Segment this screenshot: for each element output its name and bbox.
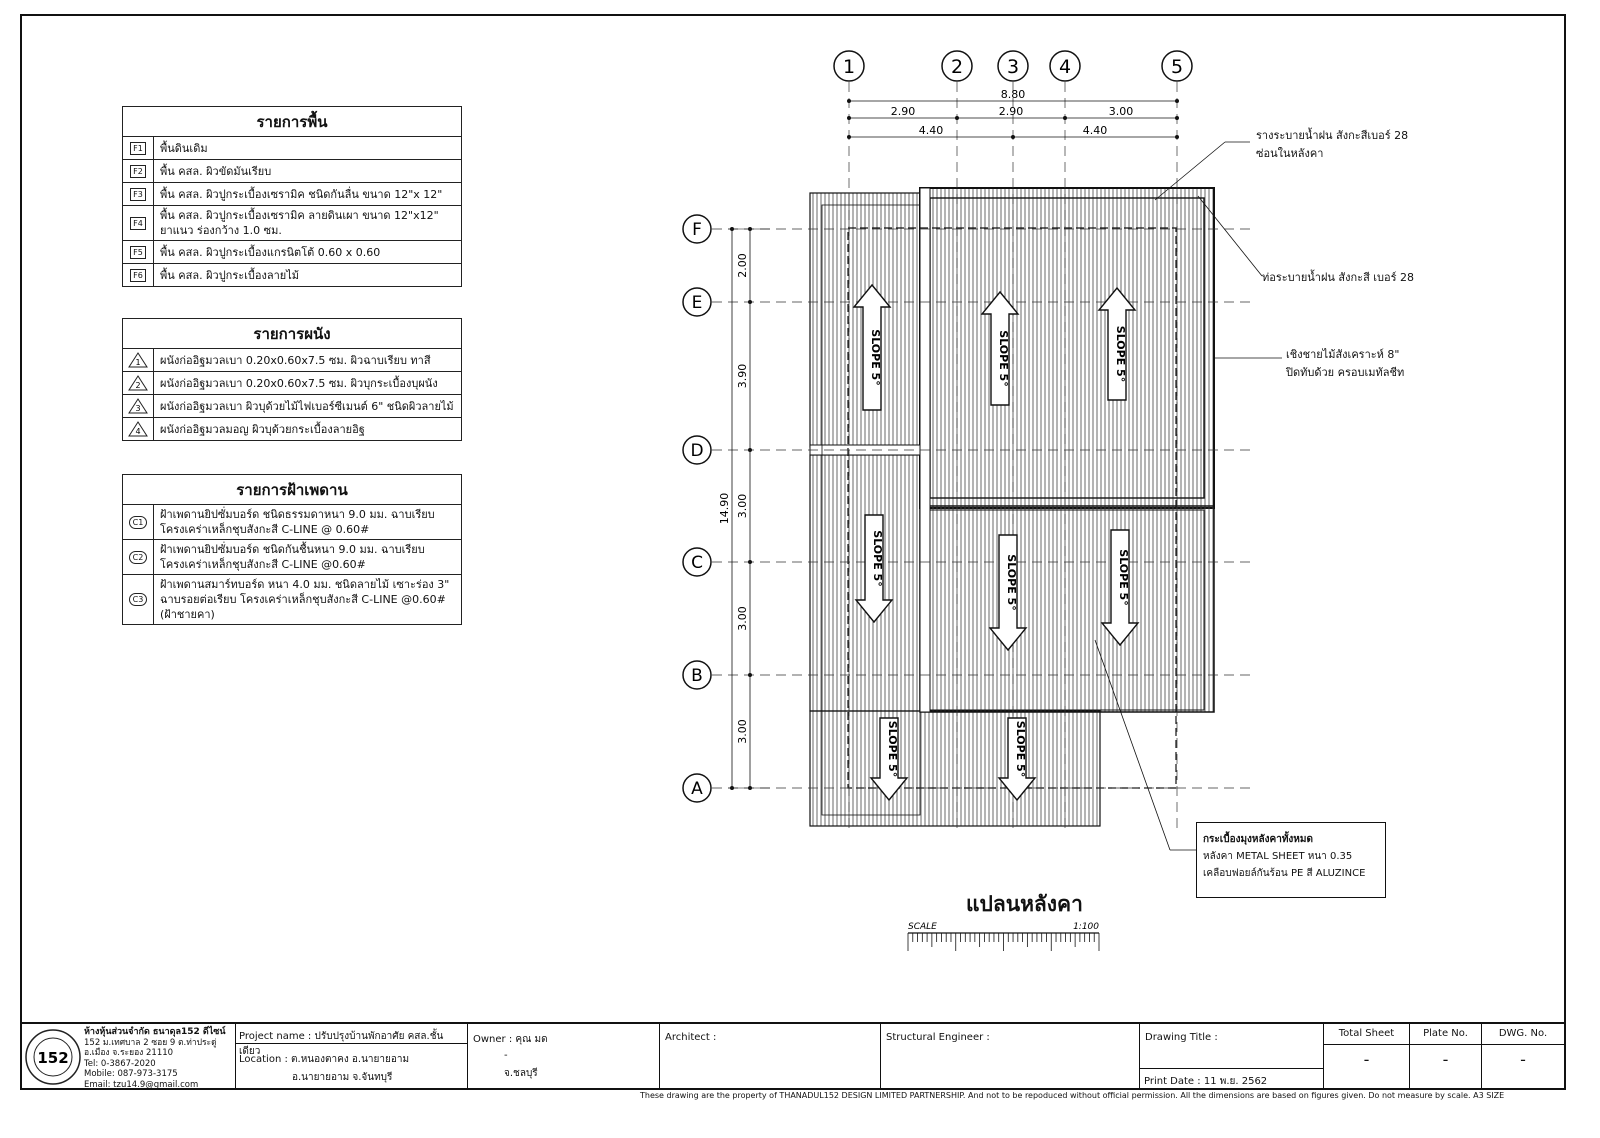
location-value-1: ต.หนองตาคง อ.นายายอาม xyxy=(291,1054,410,1065)
floor-code: F1 xyxy=(130,142,146,155)
slope-label: SLOPE 5° xyxy=(869,329,882,386)
ceiling-text-line2: ฉาบรอยต่อเรียบ โครงเคร่าเหล็กชุบสังกะสี C-LINE @0.60# xyxy=(160,593,446,606)
total-sheet-value: - xyxy=(1363,1050,1370,1069)
ceiling-text: ฝ้าเพดานยิปซั่มบอร์ด ชนิดธรรมดาหนา 9.0 มม. ฉาบเรียบ xyxy=(160,508,435,521)
floor-text: พื้น คสล. ผิวปูกระเบื้องเซรามิค ชนิดกันลื่น ขนาด 12"x 12" xyxy=(160,187,443,201)
architect-cell xyxy=(660,1024,881,1090)
downpipe-note: ท่อระบายน้ำฝน สังกะสี เบอร์ 28 xyxy=(1262,271,1415,284)
grid-label-column: 2 xyxy=(950,56,964,78)
gutter-note-line2: ซ่อนในหลังคา xyxy=(1256,147,1324,160)
drawing-title: แปลนหลังคา xyxy=(966,892,1083,916)
dimension-tick xyxy=(748,300,752,304)
ceiling-text: ฝ้าเพดานยิปซั่มบอร์ด ชนิดกันชื้นหนา 9.0 มม. ฉาบเรียบ xyxy=(160,543,425,556)
wall-code: 1 xyxy=(135,358,141,367)
plate-no-value: - xyxy=(1442,1050,1449,1069)
dwg-no-cell xyxy=(1482,1024,1564,1090)
roof-box-line2: เคลือบฟอยล์กันร้อน PE สี ALUZINCE xyxy=(1203,868,1366,879)
slope-label: SLOPE 5° xyxy=(1117,549,1130,606)
dimension-tick xyxy=(748,673,752,677)
dimension-label: 4.40 xyxy=(918,124,944,137)
company-tel: Tel: 0-3867-2020 xyxy=(84,1058,156,1069)
grid-label-row: B xyxy=(691,666,703,686)
dwg-no-value: - xyxy=(1520,1050,1526,1069)
company-email: Email: tzu14.9@gmail.com xyxy=(84,1079,199,1090)
owner-label: Owner : xyxy=(473,1034,513,1045)
dimension-label: 2.90 xyxy=(890,105,916,118)
dimension-label: 14.90 xyxy=(718,492,731,525)
print-date-label: Print Date : xyxy=(1144,1076,1201,1087)
floor-code: F5 xyxy=(130,246,146,259)
roof-material-box xyxy=(1196,822,1386,898)
dimension-label: 4.40 xyxy=(1082,124,1108,137)
ceiling-code: C2 xyxy=(129,551,148,564)
slope-label: SLOPE 5° xyxy=(871,530,884,587)
dimension-tick xyxy=(847,116,851,120)
dimension-tick xyxy=(748,560,752,564)
floor-code: F2 xyxy=(130,165,146,178)
grid-label-row: A xyxy=(691,779,703,799)
total-sheet-label: Total Sheet xyxy=(1324,1024,1409,1045)
owner-province: จ.ชลบุรี xyxy=(504,1068,538,1079)
fascia-note-line1: เชิงชายไม้สังเคราะห์ 8" xyxy=(1286,348,1400,361)
dimension-tick xyxy=(1063,116,1067,120)
fascia-note xyxy=(1286,345,1404,381)
grid-label-row: D xyxy=(690,441,704,461)
dimension-tick xyxy=(748,448,752,452)
dimension-label: 3.90 xyxy=(736,363,749,389)
ceiling-text-line2: โครงเคร่าเหล็กชุบสังกะสี C-LINE @ 0.60# xyxy=(160,523,370,536)
wall-text: ผนังก่ออิฐมวลเบา ผิวบุด้วยไม้ไฟเบอร์ซีเมนต์ 6" ชนิดผิวลายไม้ xyxy=(160,399,454,413)
dimension-label: 8.80 xyxy=(1000,88,1026,101)
slope-label: SLOPE 5° xyxy=(1114,325,1127,383)
floor-code: F3 xyxy=(130,188,146,201)
dimension-tick xyxy=(1175,116,1179,120)
dimension-tick xyxy=(847,135,851,139)
ceiling-schedule-title: รายการฝ้าเพดาน xyxy=(123,475,461,505)
plate-no-label: Plate No. xyxy=(1410,1024,1481,1045)
company-name: ห้างหุ้นส่วนจำกัด ธนาดุล152 ดีไซน์ xyxy=(84,1027,226,1037)
floor-text: พื้น คสล. ผิวขัดมันเรียบ xyxy=(160,164,272,178)
gutter-note xyxy=(1256,126,1408,162)
dwg-no-label: DWG. No. xyxy=(1482,1024,1564,1045)
ceiling-text-line2: โครงเคร่าเหล็กชุบสังกะสี C-LINE @0.60# xyxy=(160,558,366,571)
scale-label: SCALE xyxy=(908,922,937,932)
floor-text-line2: ยาแนว ร่องกว้าง 1.0 ซม. xyxy=(160,224,282,237)
grid-label-column: 5 xyxy=(1170,56,1184,78)
location-label: Location : xyxy=(239,1054,288,1065)
wall-text: ผนังก่ออิฐมวลเบา 0.20x0.60x7.5 ซม. ผิวบุกระเบื้องบุผนัง xyxy=(160,376,438,390)
project-cell xyxy=(236,1024,468,1090)
slope-label: SLOPE 5° xyxy=(1014,720,1027,778)
project-value: ปรับปรุงบ้านพักอาศัย คสล.ชั้นเดียว xyxy=(239,1031,444,1057)
wall-code: 3 xyxy=(135,404,141,413)
grid-label-column: 1 xyxy=(842,56,856,78)
grid-label-column: 4 xyxy=(1058,56,1072,78)
roof-box-line1: หลังคา METAL SHEET หนา 0.35 xyxy=(1203,851,1353,862)
scale-value: 1:100 xyxy=(1073,922,1099,932)
wall-schedule-title: รายการผนัง xyxy=(123,319,461,349)
scale-bar xyxy=(908,922,1099,951)
floor-text: พื้น คสล. ผิวปูกระเบื้องลายไม้ xyxy=(160,268,300,282)
floor-text: พื้น คสล. ผิวปูกระเบื้องเซรามิค ลายดินเผา ขนาด 12"x12" xyxy=(160,209,439,222)
company-address-2: อ.เมือง จ.ระยอง 21110 xyxy=(84,1048,174,1058)
owner-value: คุณ มด xyxy=(515,1034,548,1045)
dimension-tick xyxy=(1175,135,1179,139)
slope-label: SLOPE 5° xyxy=(886,720,899,778)
grid-label-row: E xyxy=(691,293,703,313)
ceiling-text: ฝ้าเพดานสมาร์ทบอร์ด หนา 4.0 มม. ชนิดลายไม้ เซาะร่อง 3" xyxy=(160,578,450,591)
fascia-note-line2: ปิดทับด้วย ครอบเมทัลชีท xyxy=(1286,366,1405,379)
dimension-label: 2.00 xyxy=(736,253,749,278)
print-date-value: 11 พ.ย. 2562 xyxy=(1203,1076,1268,1087)
company-address-1: 152 ม.เทศบาล 2 ซอย 9 ต.ท่าประดู่ xyxy=(84,1037,217,1048)
ceiling-text-line3: (ฝ้าชายคา) xyxy=(160,608,215,621)
wall-code: 2 xyxy=(135,381,141,390)
company-mobile: Mobile: 087-973-3175 xyxy=(84,1069,178,1079)
drawing-title-cell xyxy=(1140,1024,1324,1090)
floor-text: พื้น คสล. ผิวปูกระเบื้องแกรนิตโต้ 0.60 x 0.60 xyxy=(160,245,381,259)
slope-label: SLOPE 5° xyxy=(997,330,1010,387)
floor-text: พื้นดินเดิม xyxy=(160,141,208,155)
grid-label-row: C xyxy=(691,553,703,573)
gutter-note-line1: รางระบายน้ำฝน สังกะสีเบอร์ 28 xyxy=(1256,129,1409,142)
floor-schedule-title: รายการพื้น xyxy=(123,107,461,137)
logo-text: 152 xyxy=(37,1049,69,1067)
wall-code: 4 xyxy=(135,427,141,436)
dimension-label: 2.90 xyxy=(998,105,1024,118)
floor-code: F6 xyxy=(130,269,146,282)
ceiling-code: C3 xyxy=(129,593,148,606)
title-block xyxy=(20,1022,1566,1090)
wall-text: ผนังก่ออิฐมวลเบา 0.20x0.60x7.5 ซม. ผิวฉาบเรียบ ทาสี xyxy=(160,353,431,367)
total-sheet-cell xyxy=(1324,1024,1410,1090)
roof-box-title: กระเบื้องมุงหลังคาทั้งหมด xyxy=(1203,834,1313,845)
dimension-tick xyxy=(1175,99,1179,103)
slope-label: SLOPE 5° xyxy=(1005,554,1018,611)
dimension-tick xyxy=(955,116,959,120)
floor-code: F4 xyxy=(130,217,146,230)
owner-dash: - xyxy=(504,1050,508,1061)
dimension-label: 3.00 xyxy=(736,606,749,631)
drawing-title-label: Drawing Title : xyxy=(1145,1032,1218,1043)
location-value-2: อ.นายายอาม จ.จันทบุรี xyxy=(292,1072,393,1083)
dimension-label: 3.00 xyxy=(1108,105,1134,118)
dimension-label: 3.00 xyxy=(736,493,749,519)
wall-text: ผนังก่ออิฐมวลมอญ ผิวบุด้วยกระเบื้องลายอิฐ xyxy=(160,422,365,436)
dimension-tick xyxy=(847,99,851,103)
project-label: Project name : xyxy=(239,1031,312,1042)
company-logo xyxy=(24,1028,82,1086)
ceiling-code: C1 xyxy=(129,516,148,529)
structural-engineer-cell xyxy=(881,1024,1140,1090)
owner-cell xyxy=(468,1024,660,1090)
company-cell xyxy=(20,1024,236,1090)
grid-label-column: 3 xyxy=(1006,56,1020,78)
plate-no-cell xyxy=(1410,1024,1482,1090)
structural-engineer-label: Structural Engineer : xyxy=(886,1032,990,1043)
dimension-tick xyxy=(1011,135,1015,139)
footer-note: These drawing are the property of THANADUL152 DESIGN LIMITED PARTNERSHIP. And not to be repoduced without official permission. All the dimensions are based on figures given. Do not measure by scale. A3 SIZE xyxy=(640,1091,1505,1100)
dimension-label: 3.00 xyxy=(736,719,749,744)
grid-label-row: F xyxy=(692,220,702,240)
architect-label: Architect : xyxy=(665,1032,717,1043)
